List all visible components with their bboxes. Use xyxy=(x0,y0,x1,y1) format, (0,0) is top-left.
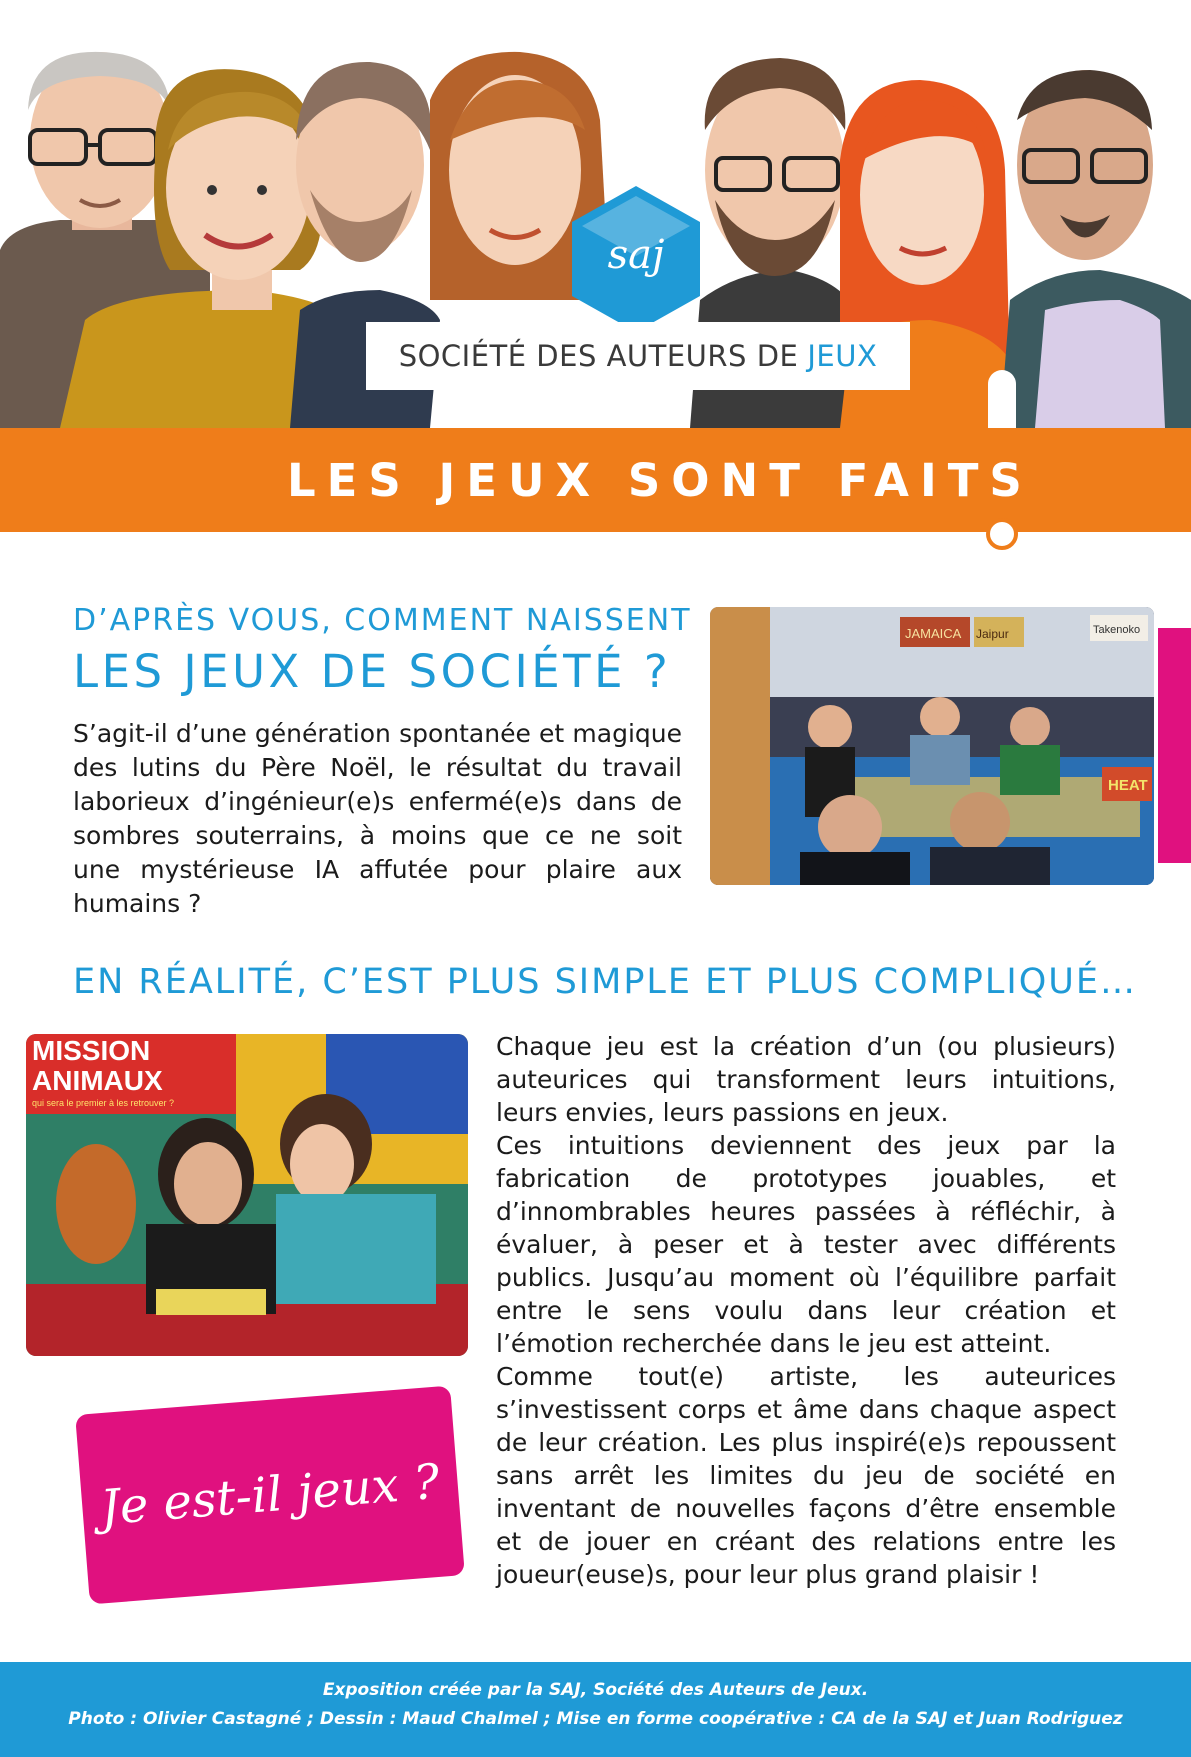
exclamation-bar-shape xyxy=(988,370,1016,428)
reality-heading: EN RÉALITÉ, C’EST PLUS SIMPLE ET PLUS COMPLIQUÉ… xyxy=(73,962,1138,1002)
reality-text xyxy=(496,1030,1116,1591)
credits-line-1: Exposition créée par la SAJ, Société des Auteurs de Jeux. xyxy=(322,1680,869,1700)
tagline-card xyxy=(75,1386,465,1605)
society-name-accent: JEUX xyxy=(807,339,878,373)
question-subtitle: D’APRÈS VOUS, COMMENT NAISSENT xyxy=(73,603,692,638)
photo-sign-subtitle: qui sera le premier à les retrouver ? xyxy=(32,1098,175,1108)
society-name-main: SOCIÉTÉ DES AUTEURS DE xyxy=(398,339,799,373)
photo-sign-jaipur: Jaipur xyxy=(976,627,1009,641)
saj-logo-text: saj xyxy=(607,232,665,278)
pink-side-tab xyxy=(1158,628,1191,863)
authors-playtesting-photo xyxy=(26,1034,468,1356)
intro-paragraph: S’agit-il d’une génération spontanée et magique des lutins du Père Noël, le résultat du travail laborieux d’ingénieur(e)s enfermé(e)s dans de sombres souterrains, à moins que ce ne soit une mystérieuse IA affutée pour plaire aux humains ? xyxy=(73,719,682,918)
photo-sign-animaux: ANIMAUX xyxy=(32,1065,163,1096)
question-title: LES JEUX DE SOCIÉTÉ ? xyxy=(73,645,672,698)
slogan-title: LES JEUX SONT FAITS xyxy=(287,454,1033,507)
reality-paragraph-3: Comme tout(e) artiste, les auteurices s’investissent corps et âme dans chaque aspect de leur création. Les plus inspiré(e)s repoussent sans arrêt les limites du jeu de société en inventant de nouvelles façons d’être ensemble et de jouer en créant des relations entre les joueur(euse)s, pour leur plus grand plaisir ! xyxy=(496,1362,1116,1589)
photo-sign-mission: MISSION xyxy=(32,1035,151,1066)
photo-sign-heat: HEAT xyxy=(1108,777,1148,794)
credits-footer xyxy=(0,1662,1191,1757)
slogan-band xyxy=(0,428,1191,532)
reality-paragraph-1: Chaque jeu est la création d’un (ou plusieurs) auteurices qui transforment leurs intuitions, leurs envies, leurs passions en jeux. xyxy=(496,1032,1116,1127)
credits-line-2: Photo : Olivier Castagné ; Dessin : Maud Chalmel ; Mise en forme coopérative : CA de la SAJ et Juan Rodriguez xyxy=(68,1709,1123,1729)
reality-paragraph-2: Ces intuitions deviennent des jeux par la fabrication de prototypes jouables, et d’innombrables heures passées à réfléchir, à évaluer, à peser et à tester avec différents publics. Jusqu’au moment où l’équilibre parfait entre le sens voulu dans leur création et l’émotion recherchée dans le jeu est atteint. xyxy=(496,1131,1116,1358)
photo-sign-jamaica: JAMAICA xyxy=(905,626,962,641)
character-bald-man xyxy=(1000,70,1191,428)
game-fair-crowd-photo xyxy=(710,607,1154,885)
tagline-text: Je est-il jeux ? xyxy=(98,1453,442,1537)
photo-sign-takenoko: Takenoko xyxy=(1093,624,1141,636)
society-name-banner xyxy=(366,322,910,390)
exclamation-dot-shape xyxy=(986,518,1018,550)
header-illustration xyxy=(0,0,1191,428)
